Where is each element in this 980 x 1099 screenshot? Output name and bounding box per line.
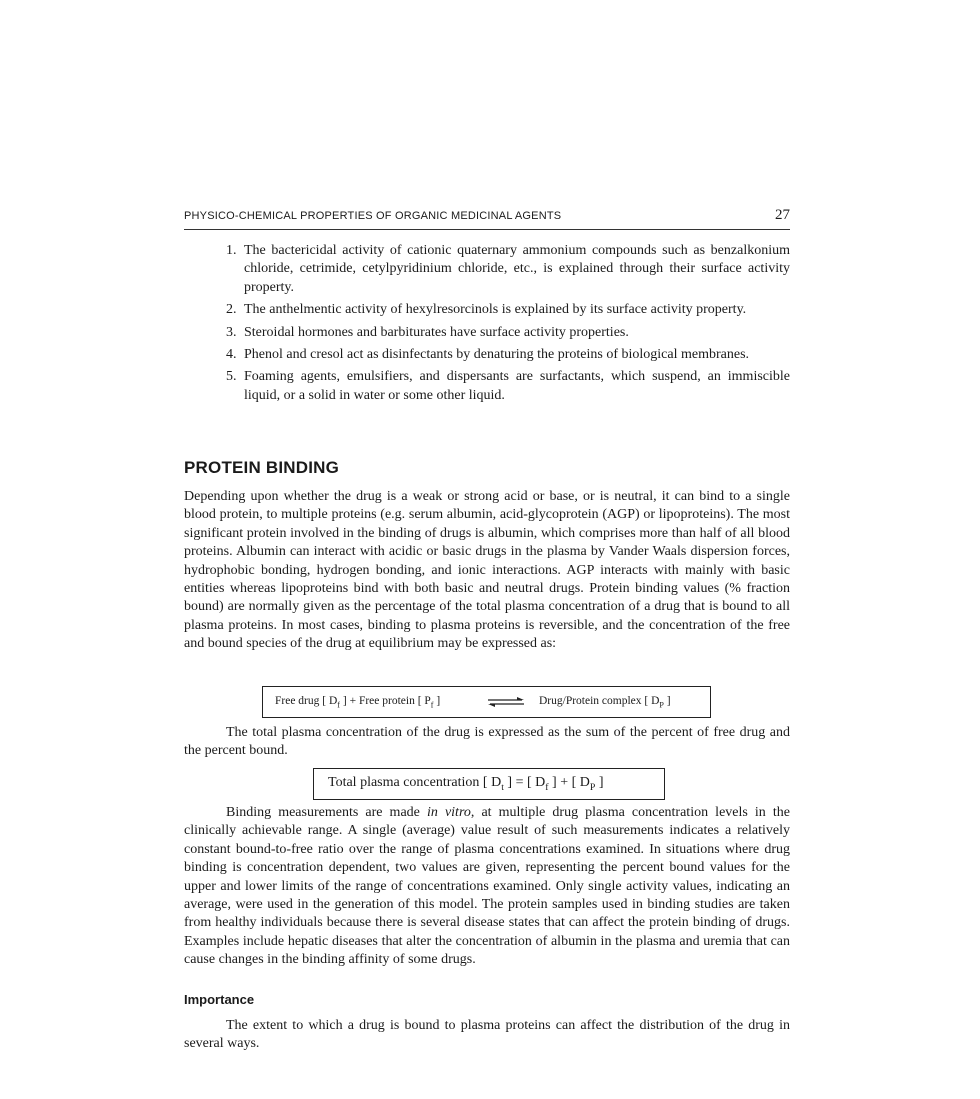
page-number: 27 bbox=[775, 207, 790, 223]
list-item bbox=[226, 242, 790, 297]
paragraph-total-concentration: The total plasma concentration of the drug is expressed as the sum of the percent of free drug and the percent bound. bbox=[184, 725, 790, 759]
paragraph-importance: The extent to which a drug is bound to plasma proteins can affect the distribution of the drug in several ways. bbox=[184, 1018, 790, 1052]
list-item-number: 4. bbox=[226, 347, 237, 363]
subheading-importance: Importance bbox=[184, 992, 255, 1007]
list-item-text: Phenol and cresol act as disinfectants by denaturing the proteins of biological membranes. bbox=[244, 347, 750, 363]
equilibrium-arrows-icon bbox=[486, 696, 526, 708]
list-item bbox=[226, 324, 790, 342]
header-rule bbox=[184, 229, 790, 230]
running-head: PHYSICO-CHEMICAL PROPERTIES OF ORGANIC MEDICINAL AGENTS bbox=[184, 210, 562, 222]
list-item bbox=[226, 368, 790, 405]
list-item-number: 5. bbox=[226, 369, 237, 385]
list-item-number: 3. bbox=[226, 324, 237, 340]
numbered-list bbox=[226, 242, 790, 409]
total-concentration-equation: Total plasma concentration [ $D_t$ ] = [ $D_f$ ] + [ $D_P$ ] bbox=[328, 775, 604, 793]
page-header bbox=[184, 206, 790, 226]
list-item-text: The anthelmentic activity of hexylresorcinols is explained by its surface activity property. bbox=[244, 302, 747, 318]
list-item-number: 2. bbox=[226, 302, 237, 318]
list-item-text: The bactericidal activity of cationic quaternary ammonium compounds such as benzalkonium chloride, cetrimide, cetylpyridinium chloride, etc., is explained through their surface activity property. bbox=[244, 243, 790, 295]
section-title: PROTEIN BINDING bbox=[184, 458, 340, 477]
list-item bbox=[226, 346, 790, 364]
list-item-text: Foaming agents, emulsifiers, and dispersants are surfactants, which suspend, an immiscible liquid, or a solid in water or some other liquid. bbox=[244, 369, 790, 403]
list-item-number: 1. bbox=[226, 243, 237, 258]
paragraph-protein-binding: Depending upon whether the drug is a weak or strong acid or base, or is neutral, it can bind to a single blood protein, to multiple proteins (e.g. serum albumin, acid-glycoprotein (AGP) or lipoproteins). The most significant protein involved in the binding of drugs is albumin, which comprises more than half of all blood proteins. Albumin can interact with acidic or basic drugs in the plasma by Vander Waals dispersion forces, hydrophobic bonding, hydrogen bonding, and ionic interactions. AGP interacts with mainly with basic entities whereas lipoproteins bind with both basic and neutral drugs. Protein binding values (% fraction bound) are normally given as the percentage of the total plasma concentration of a drug that is bound to all plasma proteins. In most cases, binding to plasma proteins is reversible, and the concentration of the free and bound species of the drug at equilibrium may be expressed as: bbox=[184, 489, 790, 652]
equation-reactants: Free drug [ $D_f$ ] + Free protein [ $P_f$ ] bbox=[275, 695, 441, 710]
paragraph-binding-measurements: Binding measurements are made in vitro, at multiple drug plasma concentration levels in the clinically achievable range. A single (average) value result of such measurements indicates a relatively constant bound-to-free ratio over the range of plasma concentrations examined. In situations where drug binding is concentration dependent, two values are given, representing the percent bound values for the upper and lower limits of the range of concentrations examined. Only single activity values, indicating an average, were used in the generation of this model. The protein samples used in binding studies are taken from healthy individuals because there is several disease states that can affect the protein binding of drugs. Examples include hepatic diseases that alter the concentration of albumin in the plasma and uremia that can cause changes in the binding affinity of some drugs. bbox=[184, 805, 791, 968]
list-item bbox=[226, 301, 790, 319]
total-concentration-equation-box bbox=[313, 768, 665, 800]
equilibrium-equation-box bbox=[262, 686, 711, 718]
equation-product: Drug/Protein complex [ $D_P$ ] bbox=[539, 695, 671, 710]
list-item-text: Steroidal hormones and barbiturates have surface activity properties. bbox=[244, 324, 629, 340]
